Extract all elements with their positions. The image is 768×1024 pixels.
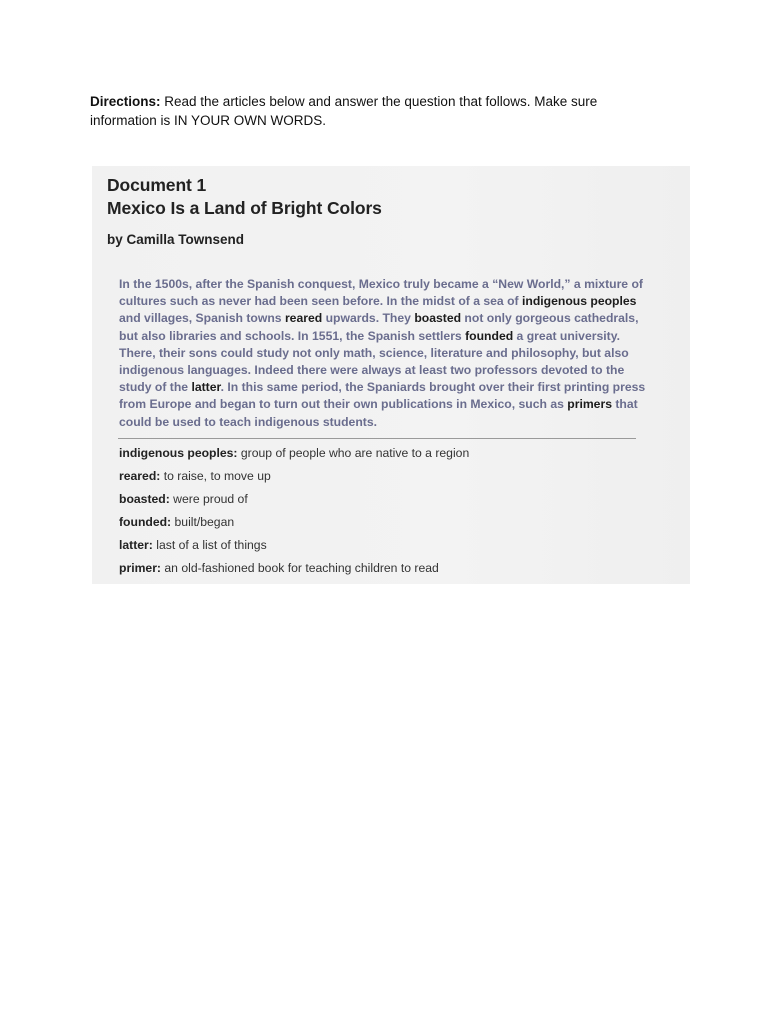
passage-text: indigenous languages. Indeed there were always at least two professors devoted to the bbox=[119, 363, 625, 378]
vocab-term: founded bbox=[465, 328, 514, 343]
passage-text: but also libraries and schools. In 1551, the Spanish settlers bbox=[119, 328, 466, 343]
glossary-divider bbox=[118, 438, 636, 439]
passage-line bbox=[119, 293, 641, 310]
glossary-item bbox=[119, 514, 639, 537]
passage-text: a great university. bbox=[513, 328, 620, 343]
vocab-term: reared bbox=[284, 311, 323, 326]
passage-line bbox=[119, 414, 641, 431]
passage-text: and villages, Spanish towns bbox=[119, 311, 285, 326]
glossary-definition: were proud of bbox=[169, 492, 248, 506]
directions-paragraph bbox=[90, 92, 650, 130]
passage-line bbox=[119, 345, 641, 362]
passage-text: There, their sons could study not only math, science, literature and philosophy, but also bbox=[119, 345, 629, 360]
vocab-term: latter bbox=[191, 380, 221, 395]
vocab-term: boasted bbox=[414, 311, 462, 326]
passage-text: In the 1500s, after the Spanish conquest, Mexico truly became a “New World,” a mixture of bbox=[119, 277, 643, 291]
glossary-term: latter: bbox=[119, 538, 153, 552]
vocab-term: indigenous peoples bbox=[522, 294, 637, 309]
document-excerpt-image bbox=[92, 166, 690, 584]
passage-line bbox=[119, 276, 641, 293]
passage-text: study of the bbox=[119, 380, 192, 395]
article-passage bbox=[119, 276, 646, 431]
glossary-term: boasted: bbox=[119, 492, 170, 506]
passage-text: upwards. They bbox=[322, 311, 415, 326]
vocabulary-glossary bbox=[119, 445, 639, 583]
passage-text: from Europe and began to turn out their own publications in Mexico, such as bbox=[119, 397, 568, 412]
document-author: by Camilla Townsend bbox=[107, 232, 245, 247]
directions-label: Directions: bbox=[90, 94, 161, 109]
passage-text: not only gorgeous cathedrals, bbox=[461, 311, 639, 326]
glossary-term: reared: bbox=[119, 469, 161, 483]
glossary-definition: last of a list of things bbox=[152, 538, 267, 552]
glossary-definition: to raise, to move up bbox=[160, 469, 271, 483]
document-title bbox=[107, 174, 382, 220]
glossary-definition: built/began bbox=[171, 515, 235, 529]
passage-line bbox=[119, 396, 641, 413]
glossary-item bbox=[119, 560, 639, 583]
glossary-term: founded: bbox=[119, 515, 172, 529]
passage-line bbox=[119, 379, 646, 396]
passage-line bbox=[119, 310, 641, 327]
document-heading: Mexico Is a Land of Bright Colors bbox=[107, 198, 382, 218]
passage-line bbox=[119, 328, 641, 345]
glossary-item bbox=[119, 537, 639, 560]
glossary-term: indigenous peoples: bbox=[119, 446, 238, 460]
glossary-item bbox=[119, 491, 639, 514]
glossary-definition: an old-fashioned book for teaching children to read bbox=[161, 561, 439, 575]
passage-text: could be used to teach indigenous students. bbox=[119, 414, 377, 429]
glossary-term: primer: bbox=[119, 561, 161, 575]
document-number: Document 1 bbox=[107, 175, 207, 195]
glossary-item bbox=[119, 445, 639, 468]
passage-line bbox=[119, 362, 641, 379]
vocab-term: primers bbox=[567, 397, 612, 412]
passage-text: cultures such as never had been seen before. In the midst of a sea of bbox=[119, 294, 522, 309]
directions-text: Read the articles below and answer the question that follows. Make sure information is IN YOUR OWN WORDS. bbox=[90, 94, 598, 128]
glossary-item bbox=[119, 468, 639, 491]
glossary-definition: group of people who are native to a region bbox=[237, 446, 470, 460]
passage-text: that bbox=[611, 397, 638, 412]
passage-text: . In this same period, the Spaniards brought over their first printing press bbox=[220, 380, 646, 395]
